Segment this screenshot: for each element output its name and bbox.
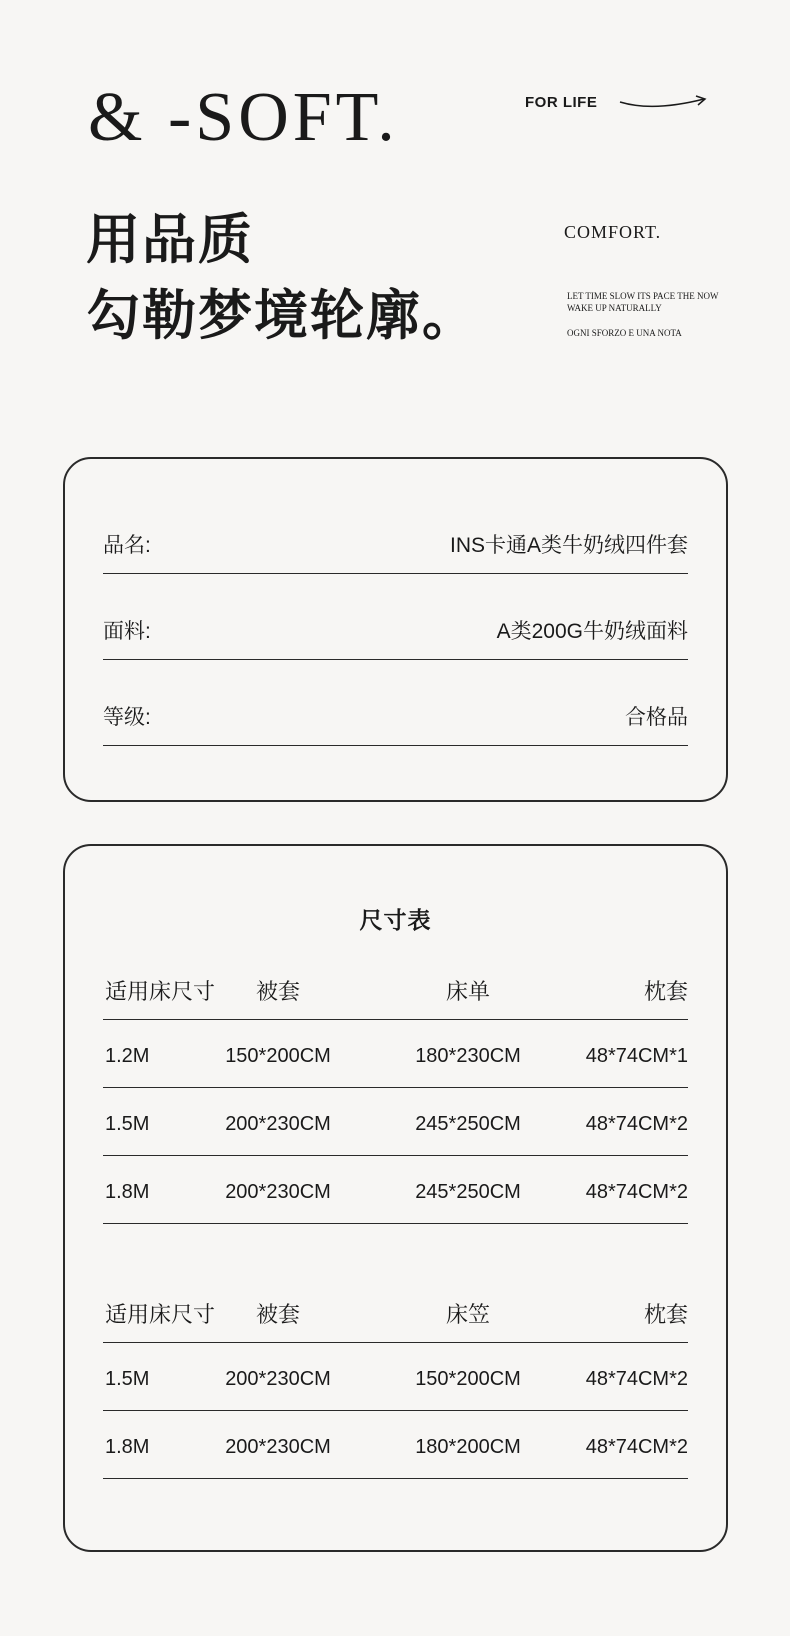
table-row bbox=[103, 1342, 688, 1411]
table1-header-row bbox=[103, 951, 688, 1020]
table-cell: 48*74CM*2 bbox=[585, 1368, 688, 1390]
table-cell: 200*230CM bbox=[225, 1368, 331, 1390]
table-cell: 1.8M bbox=[105, 1181, 150, 1203]
table-cell: 48*74CM*2 bbox=[585, 1436, 688, 1458]
size-table-card bbox=[63, 844, 728, 1552]
table-cell: 180*200CM bbox=[415, 1436, 521, 1458]
info-row-grade bbox=[103, 701, 688, 746]
table-cell: 200*230CM bbox=[225, 1181, 331, 1203]
table-cell: 150*200CM bbox=[225, 1045, 331, 1067]
swoosh-arrow-icon bbox=[618, 90, 708, 120]
table-cell: 245*250CM bbox=[415, 1113, 521, 1135]
side-text-line-3: OGNI SFORZO E UNA NOTA bbox=[567, 328, 682, 338]
table-row bbox=[103, 1087, 688, 1156]
comfort-text: COMFORT. bbox=[564, 222, 662, 242]
table-cell: 1.8M bbox=[105, 1436, 150, 1458]
table-cell: 1.2M bbox=[105, 1045, 150, 1067]
info-label: 品名: bbox=[103, 534, 151, 557]
table-header-cell: 适用床尺寸 bbox=[105, 979, 216, 1004]
table2-header-row bbox=[103, 1274, 688, 1343]
table-cell: 200*230CM bbox=[225, 1113, 331, 1135]
side-text-line-2: WAKE UP NATURALLY bbox=[567, 303, 662, 313]
info-row-name bbox=[103, 529, 688, 574]
table-cell: 48*74CM*2 bbox=[585, 1181, 688, 1203]
info-value: 合格品 bbox=[625, 706, 688, 729]
table-cell: 150*200CM bbox=[415, 1368, 521, 1390]
table-row bbox=[103, 1410, 688, 1479]
table-row bbox=[103, 1019, 688, 1088]
brand-tagline: FOR LIFE bbox=[525, 94, 598, 111]
size-table-title: 尺寸表 bbox=[359, 907, 432, 933]
table-header-cell: 枕套 bbox=[643, 979, 688, 1004]
table-header-cell: 被套 bbox=[255, 1302, 300, 1327]
product-info-card bbox=[63, 457, 728, 802]
info-value: INS卡通A类牛奶绒四件套 bbox=[449, 534, 688, 557]
side-text-line-1: LET TIME SLOW ITS PACE THE NOW bbox=[567, 291, 719, 301]
headline-line-2: 勾勒梦境轮廓。 bbox=[86, 286, 478, 346]
info-value: A类200G牛奶绒面料 bbox=[496, 620, 688, 643]
table-header-cell: 被套 bbox=[255, 979, 300, 1004]
table-cell: 245*250CM bbox=[415, 1181, 521, 1203]
info-label: 面料: bbox=[103, 620, 151, 643]
headline-line-1: 用品质 bbox=[86, 210, 254, 270]
info-label: 等级: bbox=[103, 706, 151, 729]
table-cell: 1.5M bbox=[105, 1113, 150, 1135]
info-row-fabric bbox=[103, 615, 688, 660]
table-header-cell: 适用床尺寸 bbox=[105, 1302, 216, 1327]
table-cell: 200*230CM bbox=[225, 1436, 331, 1458]
table-header-cell: 床单 bbox=[445, 979, 490, 1004]
table-cell: 48*74CM*1 bbox=[585, 1045, 688, 1067]
table-cell: 180*230CM bbox=[415, 1045, 521, 1067]
table-header-cell: 枕套 bbox=[643, 1302, 688, 1327]
table-row bbox=[103, 1155, 688, 1224]
table-cell: 1.5M bbox=[105, 1368, 150, 1390]
brand-logo: & -SOFT. bbox=[88, 79, 399, 156]
table-header-cell: 床笠 bbox=[445, 1302, 490, 1327]
table-cell: 48*74CM*2 bbox=[585, 1113, 688, 1135]
